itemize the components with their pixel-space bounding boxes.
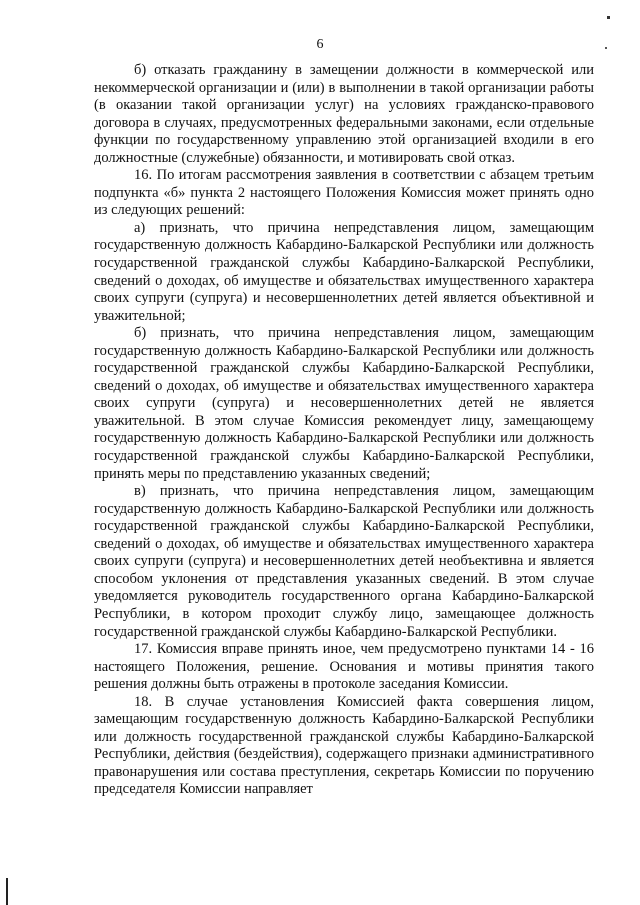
paragraph-16c: в) признать, что причина непредставления лицом, замещающим государственную должность Кабардино-Балкарской Республики или должность государственной гражданской службы Кабардино-Балкарской Республики, сведений о доходах, об имуществе и обязательствах имущественного характера своих супруги (супруга) и несовершеннолетних детей необъективна и является способом уклонения от представления указанных сведений. В этом случае уведомляется руководитель государственного органа Кабардино-Балкарской Республики, в котором проходит службу лицо, замещающее должность государственной гражданской службы Кабардино-Балкарской Республики. — [94, 483, 594, 640]
paragraph-16b: б) признать, что причина непредставления лицом, замещающим государственную должность Кабардино-Балкарской Республики или должность государственной гражданской службы Кабардино-Балкарской Республики, сведений о доходах, об имуществе и обязательствах имущественного характера своих супруги (супруга) и несовершеннолетних детей не является уважительной. В этом случае Комиссия рекомендует лицу, замещающему государственную должность Кабардино-Балкарской Республики или должность государственной гражданской службы Кабардино-Балкарской Республики, принять меры по представлению указанных сведений; — [94, 325, 594, 482]
paragraph-16: 16. По итогам рассмотрения заявления в соответствии с абзацем третьим подпункта «б» пункта 2 настоящего Положения Комиссия может принять одно из следующих решений: — [94, 167, 594, 219]
paragraph-17: 17. Комиссия вправе принять иное, чем предусмотрено пунктами 14 - 16 настоящего Положения, решение. Основания и мотивы принятия такого решения должны быть отражены в протоколе заседания Комиссии. — [94, 641, 594, 693]
paragraph-16a: а) признать, что причина непредставления лицом, замещающим государственную должность Кабардино-Балкарской Республики или должность государственной гражданской службы Кабардино-Балкарской Республики, сведений о доходах, об имуществе и обязательствах имущественного характера своих супруги (супруга) и несовершеннолетних детей является объективной и уважительной; — [94, 219, 594, 324]
page-number: 6 — [316, 37, 324, 52]
paragraph-15b: б) отказать гражданину в замещении должности в коммерческой или некоммерческой организации и (или) в выполнении в такой организации работы (в оказании такой организации услуг) на условиях гражданско-правового договора в случаях, предусмотренных федеральными законами, если отдельные функции по государственному управлению этой организацией входили в его должностные (служебные) обязанности, и мотивировать свой отказ. — [94, 62, 594, 166]
paragraph-18: 18. В случае установления Комиссией факта совершения лицом, замещающим государственную должность Кабардино-Балкарской Республики или должность государственной гражданской службы Кабардино-Балкарской Республики, действия (бездействия), содержащего признаки административного правонарушения или состава преступления, секретарь Комиссии по поручению председателя Комиссии направляет — [94, 693, 594, 798]
scan-mark-top — [607, 16, 610, 19]
scan-mark-left — [6, 878, 8, 905]
document-body — [94, 62, 594, 799]
